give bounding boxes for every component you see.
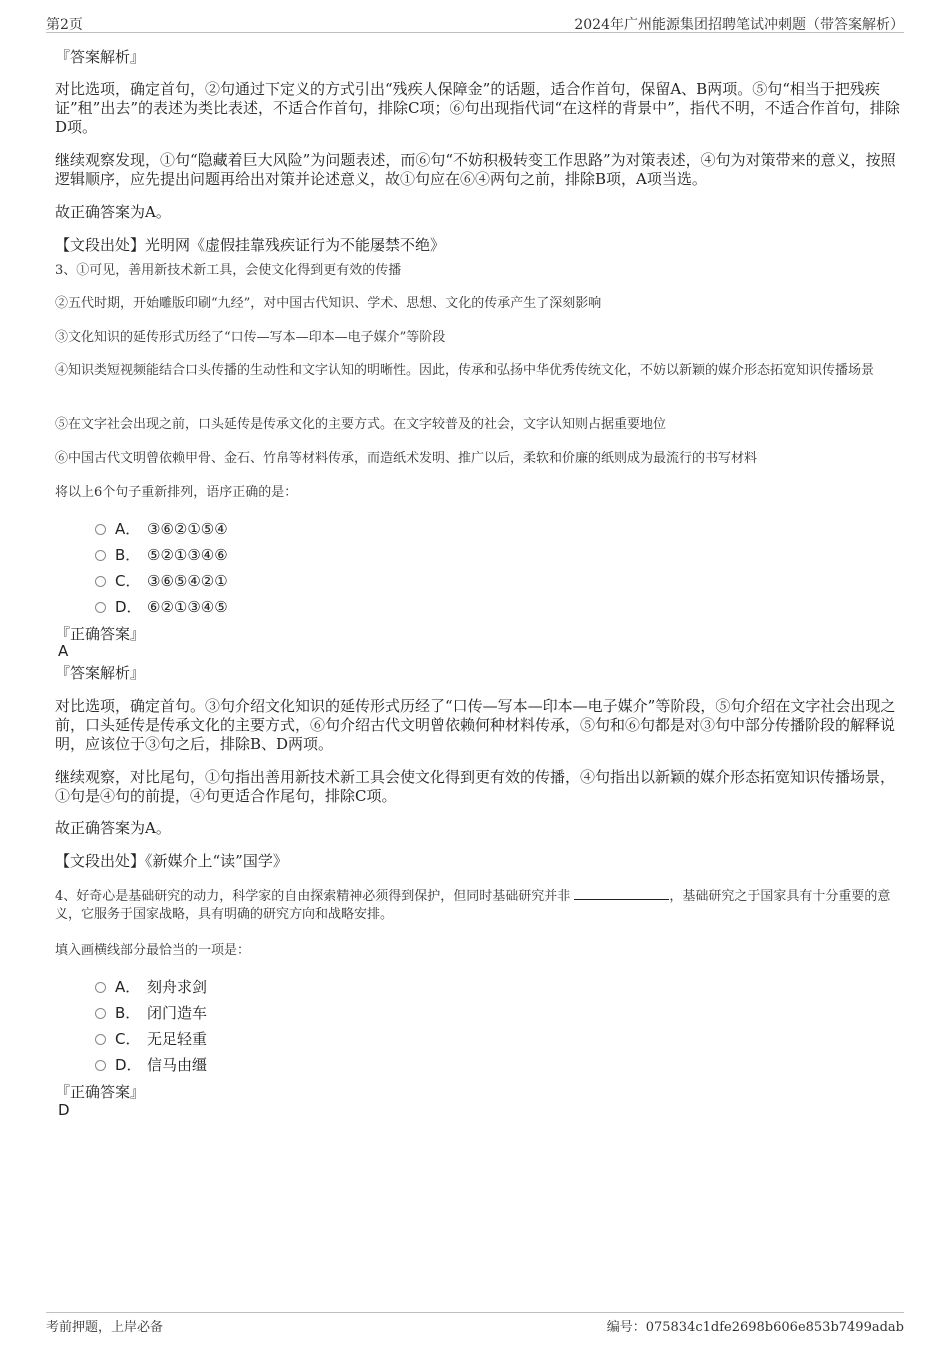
q3-option-d[interactable]: D． ⑥②①③④⑤	[95, 596, 228, 616]
q4-option-a[interactable]: A． 刻舟求剑	[95, 976, 207, 996]
q3-analysis-p1: 对比选项，确定首句。③句介绍文化知识的延传形式历经了“口传—写本—印本—电子媒介”等阶段，⑤句介绍在文字社会出现之前，口头延传是传承文化的主要方式，⑥句介绍古代文明曾依赖何种材料传承，⑤句和⑥句都是对③句中部分传播阶段的解释说明，应该位于③句之后，排除B、D两项。	[55, 697, 896, 753]
q3-option-a[interactable]: A． ③⑥②①⑤④	[95, 518, 228, 538]
q2-analysis-p2: 继续观察发现，①句“隐藏着巨大风险”为问题表述，而⑥句“不妨积极转变工作思路”为对策表述，④句为对策带来的意义，按照逻辑顺序，应先提出问题再给出对策并论述意义，故①句应在⑥④两句之前，排除B项，A项当选。	[55, 151, 896, 188]
radio-icon[interactable]	[95, 982, 106, 993]
q4-option-b[interactable]: B． 闭门造车	[95, 1002, 207, 1022]
fill-blank	[574, 887, 669, 900]
q3-option-b[interactable]: B． ⑤②①③④⑥	[95, 544, 228, 564]
q4-option-c[interactable]: C． 无足轻重	[95, 1028, 207, 1048]
q3-source: 【文段出处】《新媒介上“读”国学》	[55, 852, 288, 870]
q3-sentence-6: ⑥中国古代文明曾依赖甲骨、金石、竹帛等材料传承，而造纸术发明、推广以后，柔软和价廉的纸则成为最流行的书写材料	[55, 451, 758, 466]
q2-source: 【文段出处】光明网《虚假挂靠残疾证行为不能屡禁不绝》	[55, 236, 446, 254]
q3-analysis-conclusion: 故正确答案为A。	[55, 819, 171, 837]
q4-answer: D	[58, 1101, 70, 1119]
q4-prompt: 填入画横线部分最恰当的一项是：	[55, 943, 251, 958]
q2-analysis-label: 『答案解析』	[55, 48, 146, 66]
page-number: 第2页	[46, 17, 83, 33]
q3-sentence-2: ②五代时期，开始雕版印刷“九经”，对中国古代知识、学术、思想、文化的传承产生了深刻影响	[55, 296, 602, 311]
footer-slogan: 考前押题，上岸必备	[46, 1320, 164, 1335]
radio-icon[interactable]	[95, 1034, 106, 1045]
q4-stem: 4、好奇心是基础研究的动力，科学家的自由探索精神必须得到保护，但同时基础研究并非 ，基础研究之于国家具有十分重要的意义，它服务于国家战略，具有明确的研究方向和战略安排。	[55, 889, 891, 922]
q3-sentence-5: ⑤在文字社会出现之前，口头延传是传承文化的主要方式。在文字较普及的社会，文字认知则占据重要地位	[55, 417, 667, 432]
page-header	[46, 10, 904, 33]
q3-option-c[interactable]: C． ③⑥⑤④②①	[95, 570, 228, 590]
radio-icon[interactable]	[95, 1060, 106, 1071]
radio-icon[interactable]	[95, 550, 106, 561]
document-code: 编号：075834c1dfe2698b606e853b7499adab	[606, 1320, 904, 1335]
radio-icon[interactable]	[95, 576, 106, 587]
radio-icon[interactable]	[95, 524, 106, 535]
q3-analysis-label: 『答案解析』	[55, 664, 146, 682]
q3-sentence-4: ④知识类短视频能结合口头传播的生动性和文字认知的明晰性。因此，传承和弘扬中华优秀传统文化，不妨以新颖的媒介形态拓宽知识传播场景	[55, 363, 875, 378]
q3-answer: A	[58, 642, 69, 660]
radio-icon[interactable]	[95, 1008, 106, 1019]
q4-answer-label: 『正确答案』	[55, 1083, 146, 1101]
q2-analysis-p1: 对比选项，确定首句，②句通过下定义的方式引出“残疾人保障金”的话题，适合作首句，保留A、B两项。⑤句“相当于把残疾证”租”出去”的表述为类比表述，不适合作首句，排除C项；⑥句出现指代词“在这样的背景中”，指代不明，不适合作首句，排除D项。	[55, 80, 900, 136]
q4-option-d[interactable]: D． 信马由缰	[95, 1054, 207, 1074]
document-title: 2024年广州能源集团招聘笔试冲刺题（带答案解析）	[574, 17, 904, 33]
q3-sentence-1: 3、①可见，善用新技术新工具，会使文化得到更有效的传播	[55, 263, 402, 278]
q3-analysis-p2: 继续观察，对比尾句，①句指出善用新技术新工具会使文化得到更有效的传播，④句指出以新颖的媒介形态拓宽知识传播场景，①句是④句的前提，④句更适合作尾句，排除C项。	[55, 768, 896, 805]
q3-prompt: 将以上6个句子重新排列，语序正确的是：	[55, 485, 298, 500]
page-footer	[46, 1312, 904, 1337]
q2-analysis-conclusion: 故正确答案为A。	[55, 203, 171, 221]
radio-icon[interactable]	[95, 602, 106, 613]
q3-sentence-3: ③文化知识的延传形式历经了“口传—写本—印本—电子媒介”等阶段	[55, 330, 446, 345]
q3-answer-label: 『正确答案』	[55, 625, 146, 643]
